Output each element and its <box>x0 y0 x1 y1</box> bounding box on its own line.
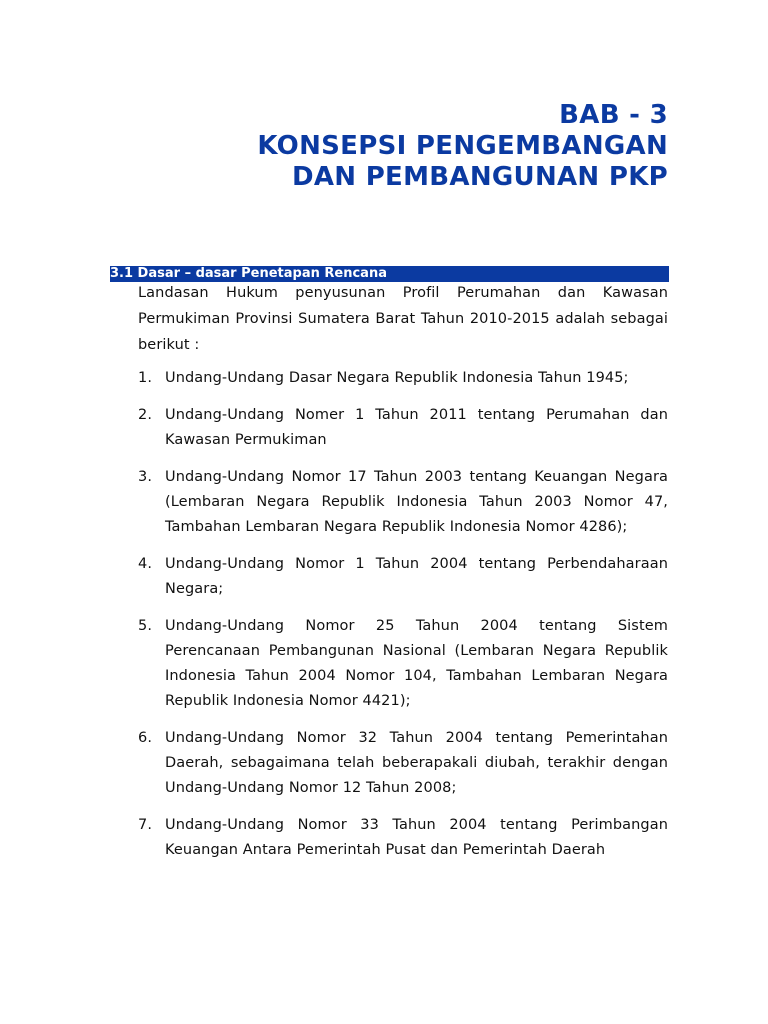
law-list <box>138 366 668 875</box>
list-item-number: 7. <box>138 817 153 833</box>
list-item-number: 5. <box>138 618 153 634</box>
list-item-text: Undang-Undang Dasar Negara Republik Indonesia Tahun 1945; <box>165 370 629 386</box>
chapter-title-line1: KONSEPSI PENGEMBANGAN <box>257 131 668 161</box>
chapter-label: BAB - 3 <box>559 100 668 130</box>
list-item-text: Undang-Undang Nomer 1 Tahun 2011 tentang Perumahan dan Kawasan Permukiman <box>165 407 668 448</box>
list-item <box>138 552 668 602</box>
list-item <box>138 726 668 801</box>
list-item <box>138 465 668 540</box>
list-item-number: 4. <box>138 556 153 572</box>
list-item <box>138 366 668 391</box>
intro-paragraph: Landasan Hukum penyusunan Profil Perumahan dan Kawasan Permukiman Provinsi Sumatera Barat Tahun 2010-2015 adalah sebagai berikut : <box>138 285 668 353</box>
list-item-number: 2. <box>138 407 153 423</box>
list-item-number: 1. <box>138 370 153 386</box>
list-item-text: Undang-Undang Nomor 32 Tahun 2004 tentang Pemerintahan Daerah, sebagaimana telah beberapakali diubah, terakhir dengan Undang-Undang Nomor 12 Tahun 2008; <box>165 730 668 796</box>
list-item-number: 3. <box>138 469 153 485</box>
section-heading: 3.1 Dasar – dasar Penetapan Rencana <box>110 266 669 282</box>
list-item-text: Undang-Undang Nomor 17 Tahun 2003 tentang Keuangan Negara (Lembaran Negara Republik Indonesia Tahun 2003 Nomor 47, Tambahan Lembaran Negara Republik Indonesia Nomor 4286); <box>165 469 668 535</box>
chapter-title <box>257 100 668 193</box>
list-item-text: Undang-Undang Nomor 25 Tahun 2004 tentang Sistem Perencanaan Pembangunan Nasional (Lembaran Negara Republik Indonesia Tahun 2004 Nomor 104, Tambahan Lembaran Negara Republik Indonesia Nomor 4421); <box>165 618 668 709</box>
list-item-text: Undang-Undang Nomor 1 Tahun 2004 tentang Perbendaharaan Negara; <box>165 556 668 597</box>
list-item <box>138 813 668 863</box>
list-item-text: Undang-Undang Nomor 33 Tahun 2004 tentang Perimbangan Keuangan Antara Pemerintah Pusat dan Pemerintah Daerah <box>165 817 668 858</box>
list-item <box>138 614 668 714</box>
chapter-title-line2: DAN PEMBANGUNAN PKP <box>291 162 668 192</box>
list-item <box>138 403 668 453</box>
list-item-number: 6. <box>138 730 153 746</box>
